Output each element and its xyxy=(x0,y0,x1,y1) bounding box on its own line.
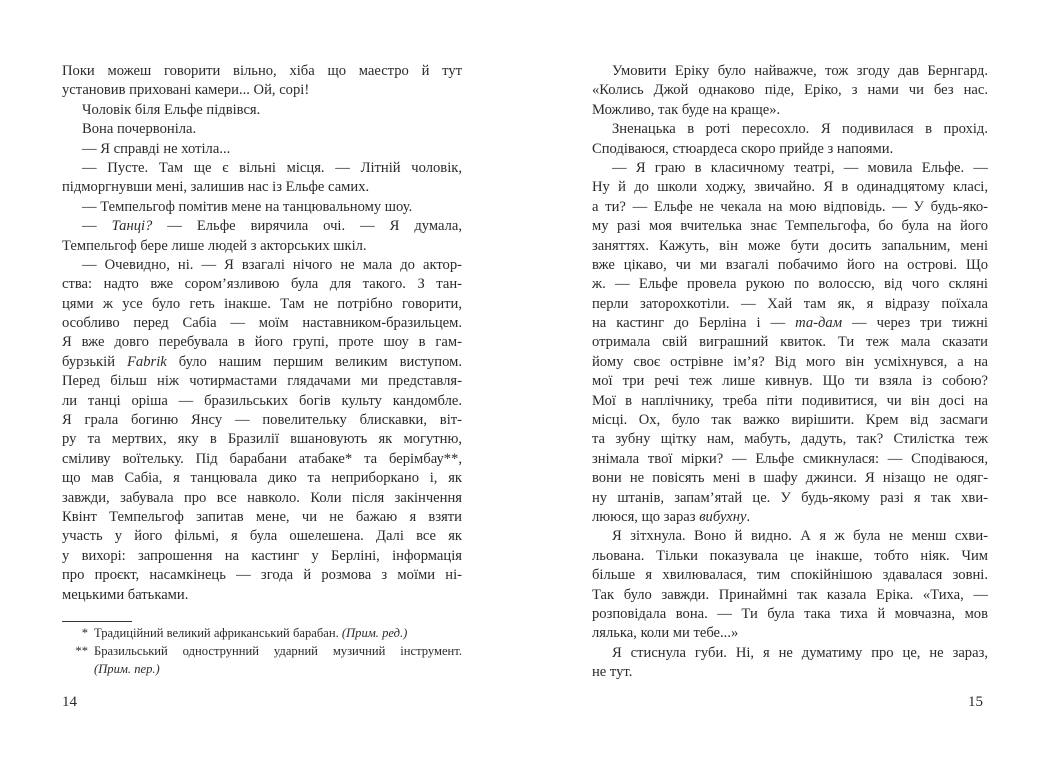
footnote-source: (Прим. пер.) xyxy=(94,662,160,676)
text-segment: ства: надто вже сором’язливою була для такого. З тан- xyxy=(62,276,462,293)
text-line xyxy=(592,81,988,100)
text-segment: що мав Сабіа, я танцювала дико та неприборкано і, як xyxy=(62,470,462,487)
text-segment: більше я хвилювалася, тим спокійнішою здавалася зовні. xyxy=(592,567,988,584)
text-line xyxy=(62,178,462,197)
text-line xyxy=(592,178,988,197)
text-segment: Я стиснула губи. Ні, я не думатиму про це, не зараз, xyxy=(612,644,988,661)
footnote xyxy=(62,642,462,660)
text-segment: му разі моя вчителька знає Темпельгофа, бо була на його xyxy=(592,218,988,235)
text-segment: Я грала богиню Янсу — повелительку блискавки, віт- xyxy=(62,412,462,429)
text-segment: Темпельгоф бере лише людей з акторських шкіл. xyxy=(62,237,367,254)
text-segment: «Колись Джой однаково піде, Еріко, з нами чи без нас. xyxy=(592,82,988,99)
text-segment: — Ельфе вирячила очі. — Я думала, xyxy=(152,218,462,235)
text-segment: та зубну щітку нам, мабуть, дадуть, так? Стилістка теж xyxy=(592,431,988,448)
text-line xyxy=(592,430,988,449)
text-segment: розповідала вона. — Ти була така тиха й мовчазна, мов xyxy=(592,605,988,622)
footnote-marker: ** xyxy=(75,644,88,658)
text-segment: мої три речі теж лише кивнув. Що ти взяла із собою? xyxy=(592,373,988,390)
text-line xyxy=(62,159,462,178)
footnote-body: Бразильський однострунний ударний музичний інструмент. xyxy=(94,644,462,658)
text-line xyxy=(62,353,462,372)
text-segment: — Я справді не хотіла... xyxy=(82,140,231,157)
text-segment: Мої в наплічнику, треба піти подивитися, чи він досі на xyxy=(592,392,988,409)
text-line xyxy=(62,62,462,81)
text-line xyxy=(62,508,462,527)
text-line xyxy=(592,198,988,217)
left-page-body xyxy=(62,62,462,605)
text-line xyxy=(592,624,988,643)
text-line xyxy=(592,353,988,372)
page-number-right: 15 xyxy=(968,694,983,710)
footnote xyxy=(62,624,462,642)
text-line xyxy=(592,469,988,488)
text-segment: на кастинг до Берліна і — xyxy=(592,315,796,332)
text-line xyxy=(62,392,462,411)
right-page-body xyxy=(592,62,988,683)
footnote-marker: * xyxy=(81,626,88,640)
text-segment: Я зітхнула. Воно й видно. А я ж була не менш схви- xyxy=(612,528,988,545)
text-segment: участь у його фільмі, я була ошелешена. Далі все як xyxy=(62,528,462,545)
text-segment: Чоловік біля Ельфе підвівся. xyxy=(82,101,261,118)
italic-text: вибухну xyxy=(699,508,747,525)
text-line xyxy=(62,527,462,546)
text-segment: Квінт Темпельгоф запитав мене, чи не бажаю я взяти xyxy=(62,508,462,525)
text-segment: Вона почервоніла. xyxy=(82,121,197,138)
text-segment: ну штанів, запам’ятай це. У будь-якому разі я так хви- xyxy=(592,489,988,506)
text-line xyxy=(62,237,462,256)
footnote-body: Традиційний великий африканський барабан. xyxy=(94,626,342,640)
text-segment: місці. Ох, було так важко вирішити. Крем від засмаги xyxy=(592,412,988,429)
text-segment: Я вже довго перебувала в його групі, проте шоу в гам- xyxy=(62,334,462,351)
text-line xyxy=(592,566,988,585)
text-line xyxy=(592,489,988,508)
text-line xyxy=(62,275,462,294)
footnote-source: (Прим. ред.) xyxy=(341,626,408,640)
text-line xyxy=(62,333,462,352)
footnote-text xyxy=(94,624,462,642)
text-line xyxy=(62,256,462,275)
text-segment: — Очевидно, ні. — Я взагалі нічого не мала до актор- xyxy=(82,256,462,273)
text-segment: ли танці оріша — бразильських богів культу кандомбле. xyxy=(62,392,462,409)
text-line xyxy=(592,450,988,469)
text-line xyxy=(592,605,988,624)
text-line xyxy=(592,663,988,682)
text-line xyxy=(62,430,462,449)
text-line xyxy=(62,198,462,217)
text-line xyxy=(592,120,988,139)
text-line xyxy=(62,586,462,605)
text-segment: — Я граю в класичному театрі, — мовила Ельфе. — xyxy=(612,159,988,176)
text-line xyxy=(62,450,462,469)
italic-text: Fabrik xyxy=(127,353,167,370)
text-line xyxy=(592,140,988,159)
text-line xyxy=(592,217,988,236)
text-line xyxy=(62,81,462,100)
text-segment: бурзькій xyxy=(62,353,127,370)
footnote-continuation xyxy=(62,660,462,678)
text-segment: отримала свій виграшний квиток. Ти теж мала сказати xyxy=(592,334,988,351)
page-number-left: 14 xyxy=(62,694,77,710)
text-segment: — Пусте. Там ще є вільні місця. — Літній чоловік, xyxy=(82,159,462,176)
footnote-divider xyxy=(62,621,132,622)
text-line xyxy=(592,256,988,275)
text-line xyxy=(592,295,988,314)
text-line xyxy=(592,547,988,566)
text-segment: — xyxy=(82,218,112,235)
text-segment: Поки можеш говорити вільно, хіба що маестро й тут xyxy=(62,63,462,79)
footnote-marker-spacer xyxy=(62,660,94,678)
text-segment: вони не повісять мені в шафу джинси. Я нізащо не одяг- xyxy=(592,470,988,487)
text-segment: було нашим першим великим виступом. xyxy=(166,353,463,370)
text-segment: підморгнувши мені, залишив нас із Ельфе самих. xyxy=(62,179,370,196)
text-segment: . xyxy=(746,508,751,525)
italic-text: Танці? xyxy=(111,218,153,235)
text-line xyxy=(62,217,462,236)
text-segment: Зненацька в роті пересохло. Я подивилася в прохід. xyxy=(612,121,988,138)
text-line xyxy=(592,508,988,527)
text-line xyxy=(62,547,462,566)
text-segment: лююся, що зараз xyxy=(592,508,700,525)
text-segment: мецькими батьками. xyxy=(62,586,189,603)
text-segment: — Темпельгоф помітив мене на танцювальному шоу. xyxy=(82,198,413,215)
text-line xyxy=(62,469,462,488)
text-segment: Ну й до школи ходжу, звичайно. Я в одинадцятому класі, xyxy=(592,179,988,196)
footnotes xyxy=(62,624,462,678)
text-segment: про проєкт, насамкінець — згода й розмова з моїми ні- xyxy=(62,567,462,584)
text-line xyxy=(62,411,462,430)
text-line xyxy=(592,411,988,430)
text-line xyxy=(592,586,988,605)
text-segment: — через три тижні xyxy=(842,315,988,332)
text-line xyxy=(592,372,988,391)
text-segment: цями ж усе було геть інакше. Там не потрібно говорити, xyxy=(62,295,462,312)
text-line xyxy=(592,101,988,120)
text-segment: ж. — Ельфе провела рукою по волоссю, від чого скляні xyxy=(592,276,988,293)
text-line xyxy=(592,275,988,294)
text-segment: заняттях. Кажуть, він може бути досить запальним, мені xyxy=(592,237,988,254)
text-segment: вже цікаво, чи ми взагалі побачимо його на острові. Що xyxy=(592,256,988,273)
text-line xyxy=(62,120,462,139)
text-segment: Сподіваюся, стюардеса скоро прийде з напоями. xyxy=(592,140,894,157)
text-segment: йому своє острівне ім’я? Від мого він усміхнувся, а на xyxy=(592,353,988,370)
text-segment: ру та мертвих, яку в Бразилії вшановують як могутню, xyxy=(62,431,462,448)
text-segment: знімала твої мірки? — Ельфе смикнулася: — Сподіваюся, xyxy=(592,450,988,467)
text-line xyxy=(592,392,988,411)
text-line xyxy=(592,333,988,352)
italic-text: та-дам xyxy=(795,315,843,332)
text-segment: завжди, забувала про все навколо. Коли після закінчення xyxy=(62,489,462,506)
text-segment: установив приховані камери... Ой, сорі! xyxy=(62,82,310,99)
text-line xyxy=(62,314,462,333)
text-segment: а ти? — Ельфе не чекала на мою відповідь. — У будь-яко- xyxy=(592,198,988,215)
text-line xyxy=(62,101,462,120)
text-line xyxy=(62,372,462,391)
text-line xyxy=(592,314,988,333)
text-line xyxy=(62,140,462,159)
text-segment: перли заторохкотіли. — Хай там як, я відразу поїхала xyxy=(592,295,988,312)
text-line xyxy=(592,644,988,663)
text-segment: Перед більш ніж чотирмастами глядачами ми представля- xyxy=(62,373,462,390)
text-line xyxy=(62,566,462,585)
text-segment: не тут. xyxy=(592,664,633,681)
text-line xyxy=(592,159,988,178)
text-segment: Умовити Еріку було найважче, тож згоду дав Бернгард. xyxy=(612,63,988,79)
text-line xyxy=(62,295,462,314)
text-segment: лялька, коли ми тебе...» xyxy=(592,625,739,642)
text-segment: льована. Тільки показувала це інакше, тобто ніяк. Чим xyxy=(592,547,988,564)
text-segment: Можливо, так буде на краще». xyxy=(592,101,781,118)
text-segment: у вихорі: запрошення на кастинг у Берліні, інформація xyxy=(62,547,462,564)
text-line xyxy=(592,527,988,546)
text-segment: особливо перед Сабіа — моїм наставником-бразильцем. xyxy=(62,315,462,332)
text-line xyxy=(62,489,462,508)
text-line xyxy=(592,62,988,81)
text-segment: Так було завжди. Принаймні так казала Еріка. «Тиха, — xyxy=(592,586,988,603)
text-segment: сміливу воїтельку. Під барабани атабаке* та берімбау**, xyxy=(62,450,462,467)
text-line xyxy=(592,237,988,256)
